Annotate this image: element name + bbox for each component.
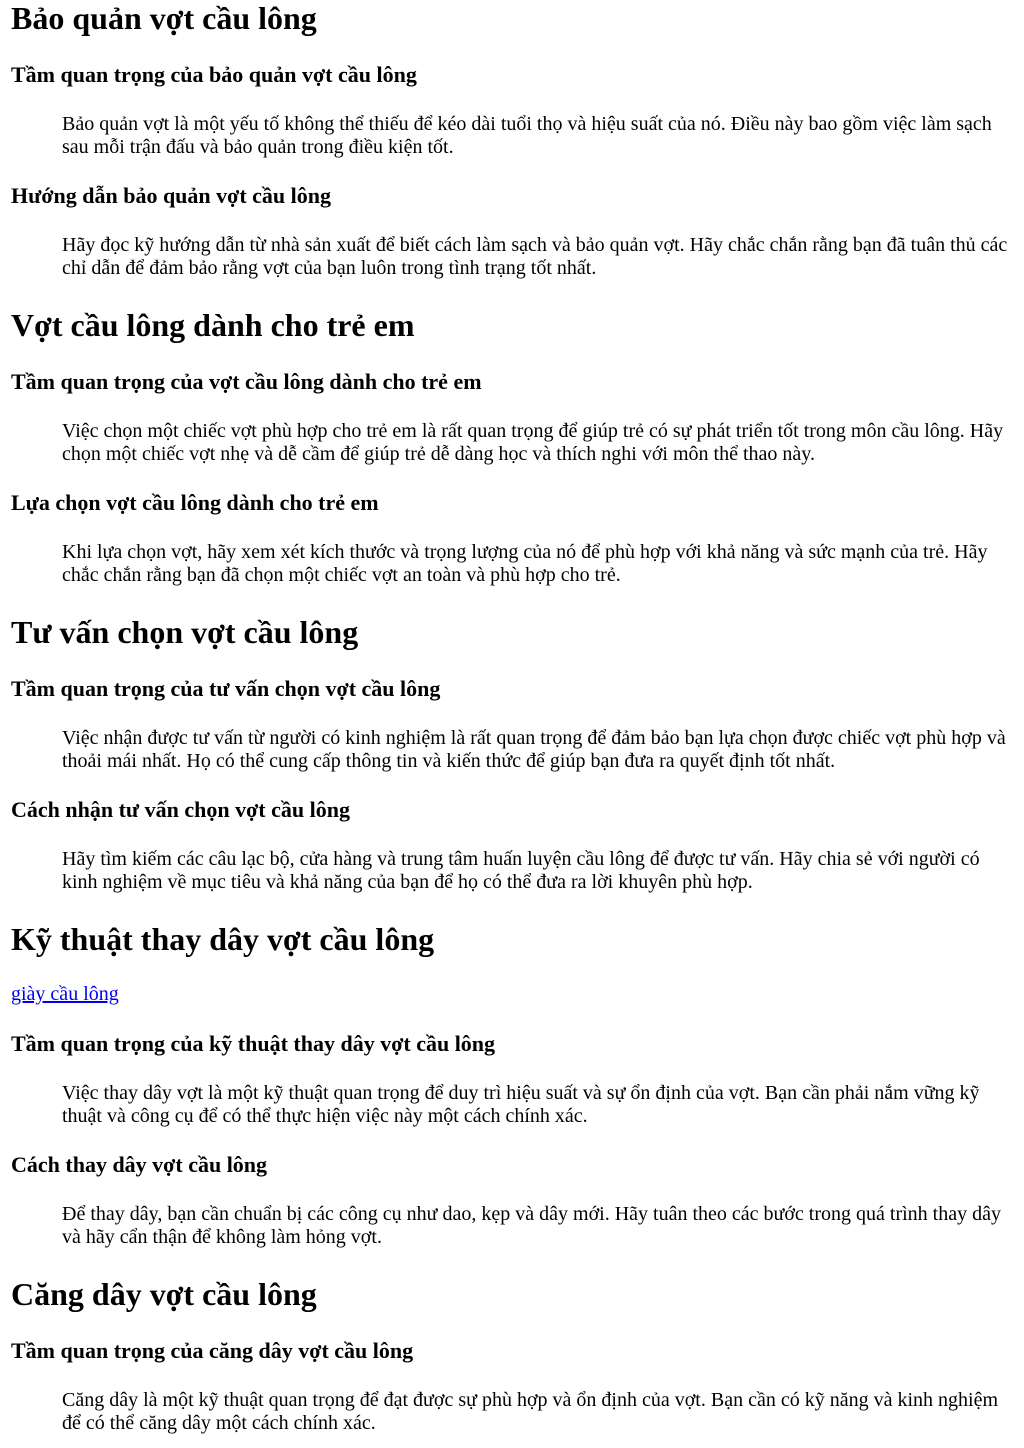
subsection-paragraph: Căng dây là một kỹ thuật quan trọng để đạt được sự phù hợp và ổn định của vợt. Bạn cần có kỹ năng và kinh nghiệm để có thể căng dây một cách chính xác. (62, 1389, 998, 1434)
subsection-heading: Tầm quan trọng của bảo quản vợt cầu lông (11, 62, 417, 87)
section-bao-quan (0, 0, 1024, 280)
subsection-heading: Tầm quan trọng của căng dây vợt cầu lông (11, 1338, 414, 1363)
subsection-heading: Hướng dẫn bảo quản vợt cầu lông (11, 183, 331, 208)
section-title: Căng dây vợt cầu lông (11, 1276, 317, 1312)
subsection-paragraph: Việc nhận được tư vấn từ người có kinh nghiệm là rất quan trọng để đảm bảo bạn lựa chọn được chiếc vợt phù hợp và thoải mái nhất. Họ có thể cung cấp thông tin và kiến thức để giúp bạn đưa ra quyết định tốt nhất. (62, 727, 1006, 772)
subsection-paragraph: Hãy đọc kỹ hướng dẫn từ nhà sản xuất để biết cách làm sạch và bảo quản vợt. Hãy chắc chắn rằng bạn đã tuân thủ các chỉ dẫn để đảm bảo rằng vợt của bạn luôn trong tình trạng tốt nhất. (62, 234, 1008, 279)
subsection-paragraph: Khi lựa chọn vợt, hãy xem xét kích thước và trọng lượng của nó để phù hợp với khả năng và sức mạnh của trẻ. Hãy chắc chắn rằng bạn đã chọn một chiếc vợt an toàn và phù hợp cho trẻ. (62, 541, 988, 586)
subsection-heading: Cách thay dây vợt cầu lông (11, 1152, 268, 1177)
subsection-paragraph: Bảo quản vợt là một yếu tố không thể thiếu để kéo dài tuổi thọ và hiệu suất của nó. Điều này bao gồm việc làm sạch sau mỗi trận đấu và bảo quản trong điều kiện tốt. (62, 113, 992, 158)
subsection-paragraph: Hãy tìm kiếm các câu lạc bộ, cửa hàng và trung tâm huấn luyện cầu lông để được tư vấn. Hãy chia sẻ với người có kinh nghiệm về mục tiêu và khả năng của bạn để họ có thể đưa ra lời khuyên phù hợp. (62, 848, 980, 893)
subsection-paragraph: Để thay dây, bạn cần chuẩn bị các công cụ như dao, kẹp và dây mới. Hãy tuân theo các bước trong quá trình thay dây và hãy cẩn thận để không làm hỏng vợt. (62, 1203, 1001, 1248)
subsection-paragraph: Việc thay dây vợt là một kỹ thuật quan trọng để duy trì hiệu suất và sự ổn định của vợt. Bạn cần phải nắm vững kỹ thuật và công cụ để có thể thực hiện việc này một cách chính xác. (62, 1082, 980, 1127)
section-thay-day (0, 921, 1024, 1249)
section-title: Kỹ thuật thay dây vợt cầu lông (11, 921, 435, 957)
subsection-heading: Tầm quan trọng của tư vấn chọn vợt cầu lông (11, 676, 441, 701)
section-vot-tre-em (0, 307, 1024, 587)
section-cang-day (0, 1276, 1024, 1435)
giay-cau-long-link[interactable]: giày cầu lông (11, 983, 119, 1005)
subsection-heading: Cách nhận tư vấn chọn vợt cầu lông (11, 797, 350, 822)
subsection-heading: Tầm quan trọng của kỹ thuật thay dây vợt cầu lông (11, 1031, 496, 1056)
section-title: Bảo quản vợt cầu lông (11, 0, 317, 36)
section-title: Vợt cầu lông dành cho trẻ em (11, 307, 415, 343)
subsection-paragraph: Việc chọn một chiếc vợt phù hợp cho trẻ em là rất quan trọng để giúp trẻ có sự phát triển tốt trong môn cầu lông. Hãy chọn một chiếc vợt nhẹ và dễ cầm để giúp trẻ dễ dàng học và thích nghi với môn thể thao này. (62, 420, 1004, 465)
subsection-heading: Tầm quan trọng của vợt cầu lông dành cho trẻ em (11, 369, 482, 394)
subsection-heading: Lựa chọn vợt cầu lông dành cho trẻ em (11, 490, 379, 515)
section-title: Tư vấn chọn vợt cầu lông (11, 614, 359, 650)
section-tu-van (0, 614, 1024, 894)
